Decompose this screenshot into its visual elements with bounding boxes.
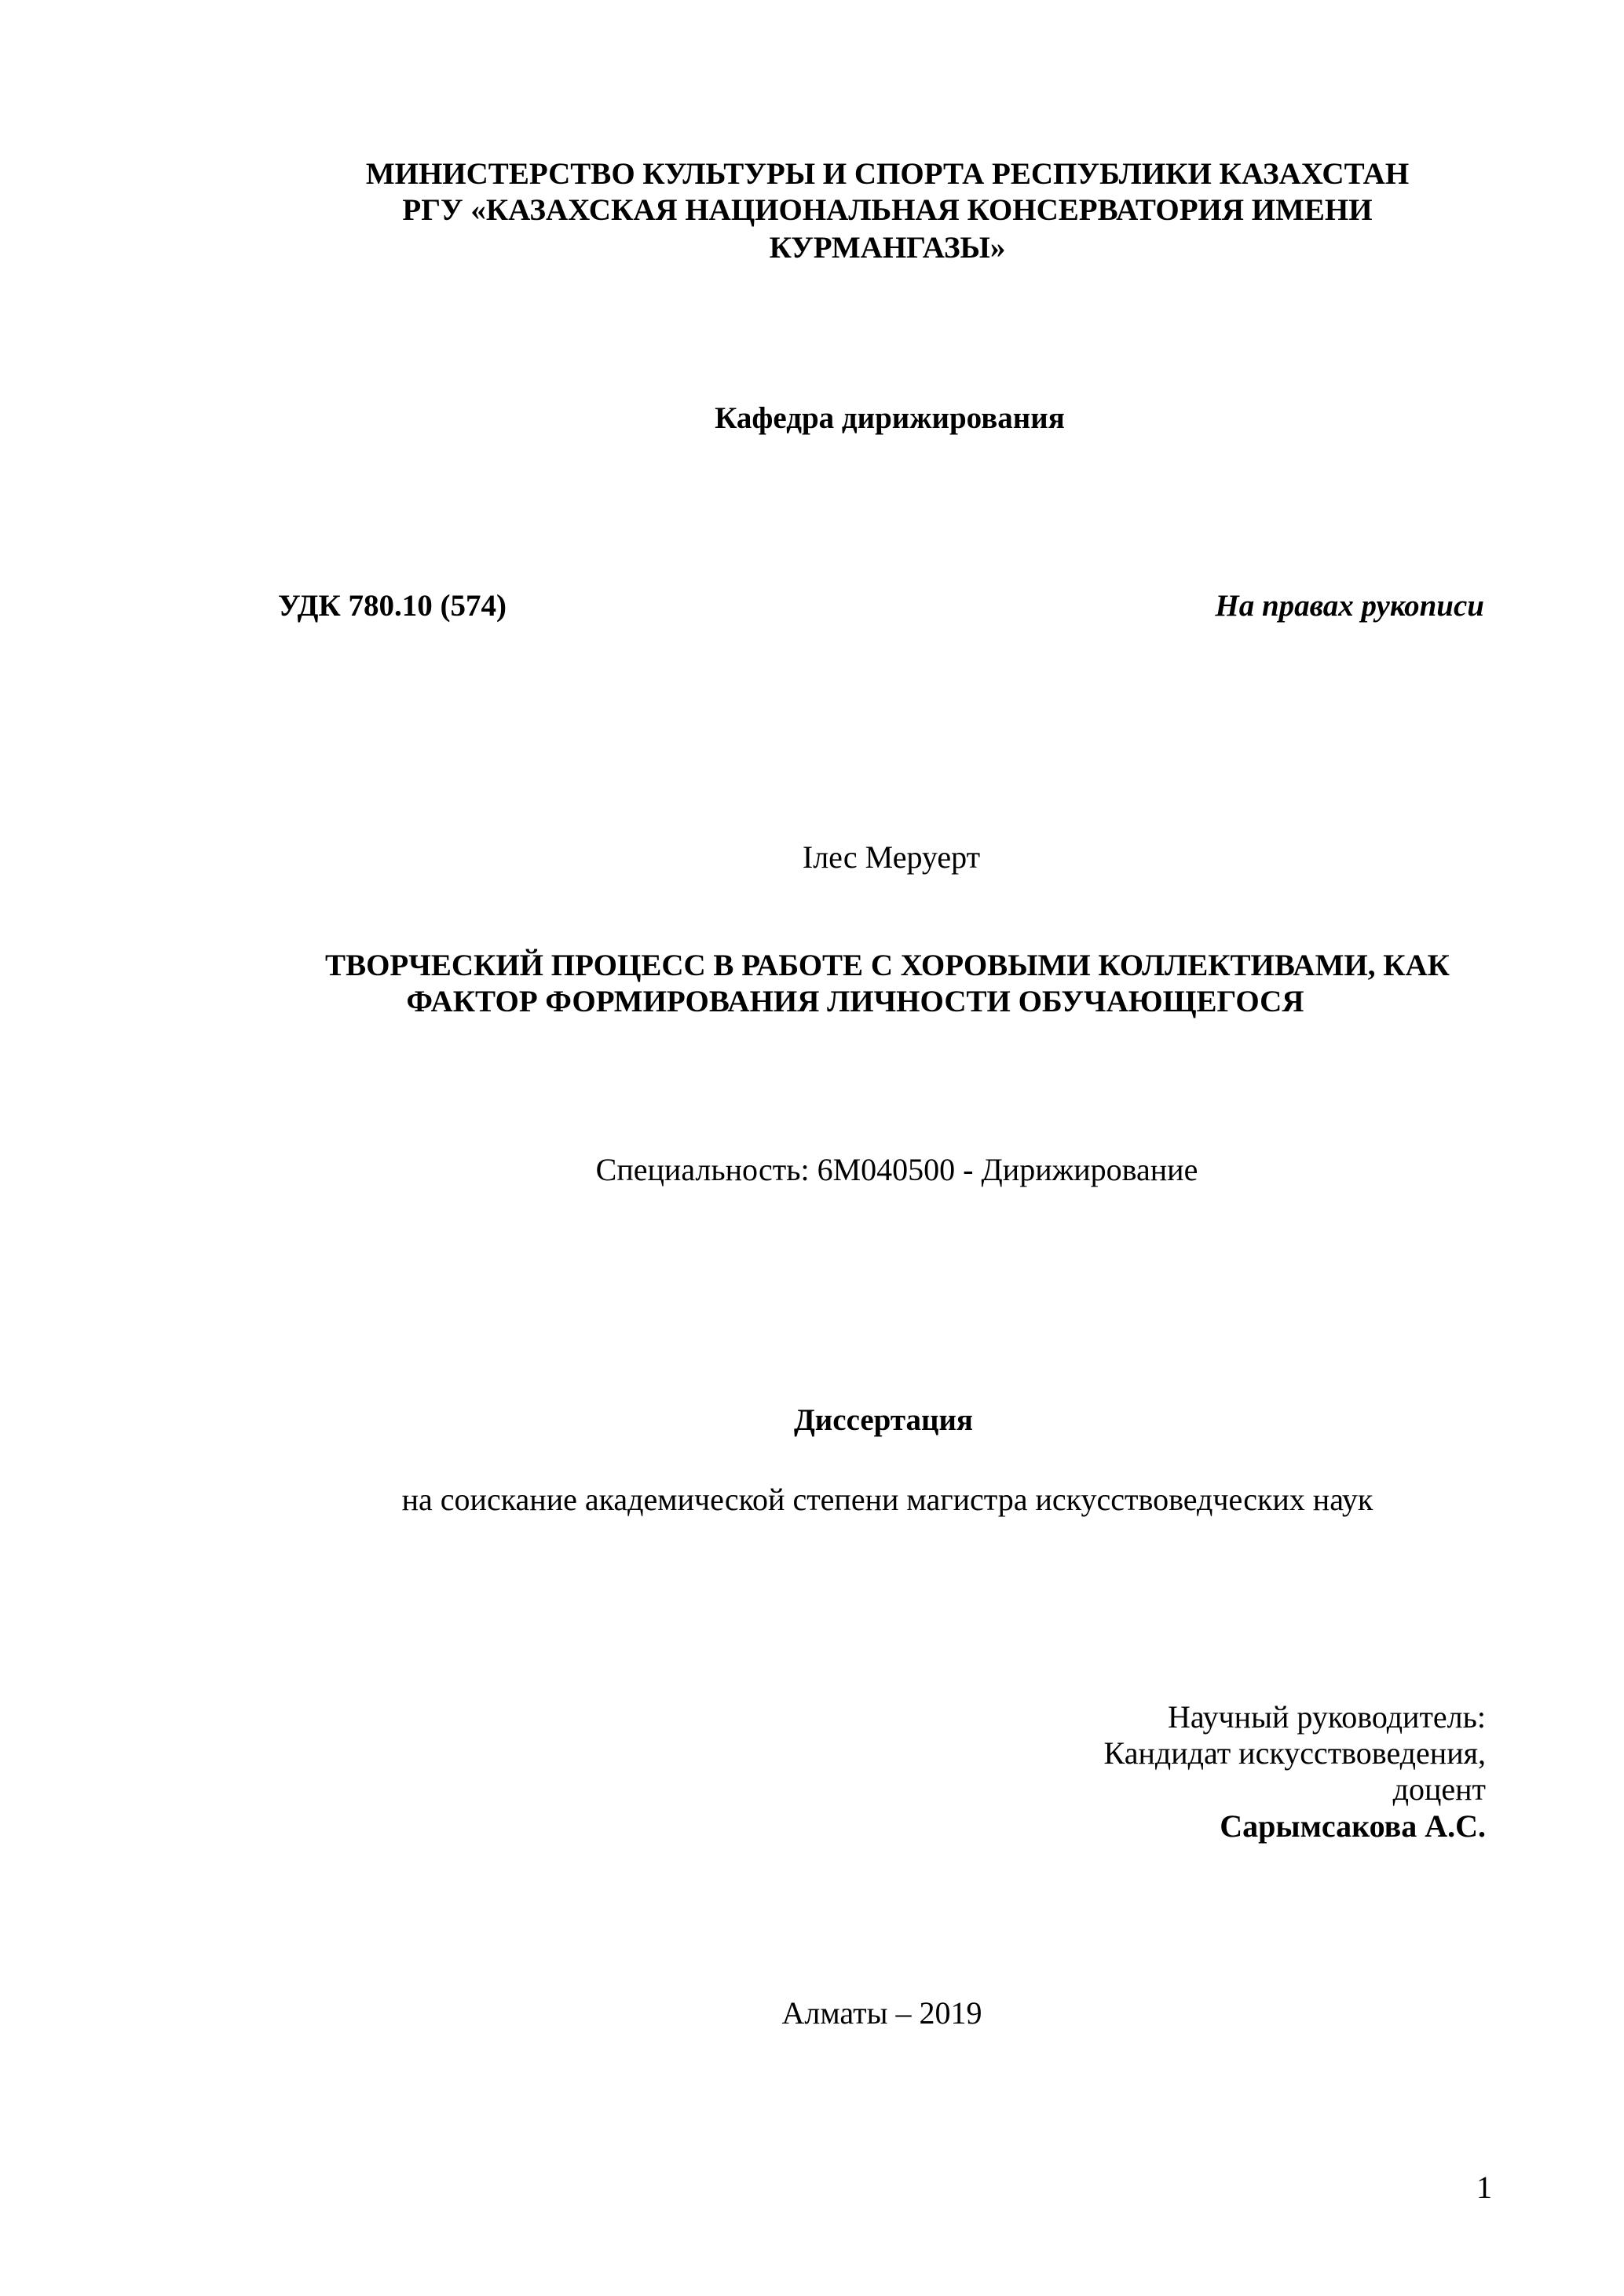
dissertation-title-line2: ФАКТОР ФОРМИРОВАНИЯ ЛИЧНОСТИ ОБУЧАЮЩЕГОСЯ bbox=[406, 985, 1304, 1018]
page-number: 1 bbox=[1476, 2170, 1492, 2205]
udc-code: УДК 780.10 (574) bbox=[278, 589, 507, 623]
dissertation-title-line1: ТВОРЧЕСКИЙ ПРОЦЕСС В РАБОТЕ С ХОРОВЫМИ КОЛЛЕКТИВАМИ, КАК bbox=[325, 949, 1450, 982]
manuscript-rights: На правах рукописи bbox=[1215, 589, 1484, 623]
department-name: Кафедра дирижирования bbox=[715, 401, 1065, 435]
work-type: Диссертация bbox=[793, 1403, 974, 1437]
author-name: Ілес Меруерт bbox=[802, 839, 981, 875]
supervisor-rank: доцент bbox=[1392, 1771, 1486, 1807]
degree-description: на соискание академической степени магистра искусствоведческих наук bbox=[401, 1482, 1373, 1517]
supervisor-name: Сарымсакова А.С. bbox=[1220, 1808, 1486, 1844]
supervisor-degree: Кандидат искусствоведения, bbox=[1103, 1735, 1486, 1771]
institution-heading-line1: РГУ «КАЗАХСКАЯ НАЦИОНАЛЬНАЯ КОНСЕРВАТОРИЯ ИМЕНИ bbox=[402, 193, 1373, 227]
supervisor-label: Научный руководитель: bbox=[1167, 1699, 1486, 1735]
institution-heading-line2: КУРМАНГАЗЫ» bbox=[769, 231, 1006, 265]
place-and-year: Алматы – 2019 bbox=[781, 1995, 982, 2031]
specialty: Специальность: 6М040500 - Дирижирование bbox=[595, 1152, 1198, 1187]
ministry-heading: МИНИСТЕРСТВО КУЛЬТУРЫ И СПОРТА РЕСПУБЛИКИ КАЗАХСТАН bbox=[365, 157, 1410, 191]
